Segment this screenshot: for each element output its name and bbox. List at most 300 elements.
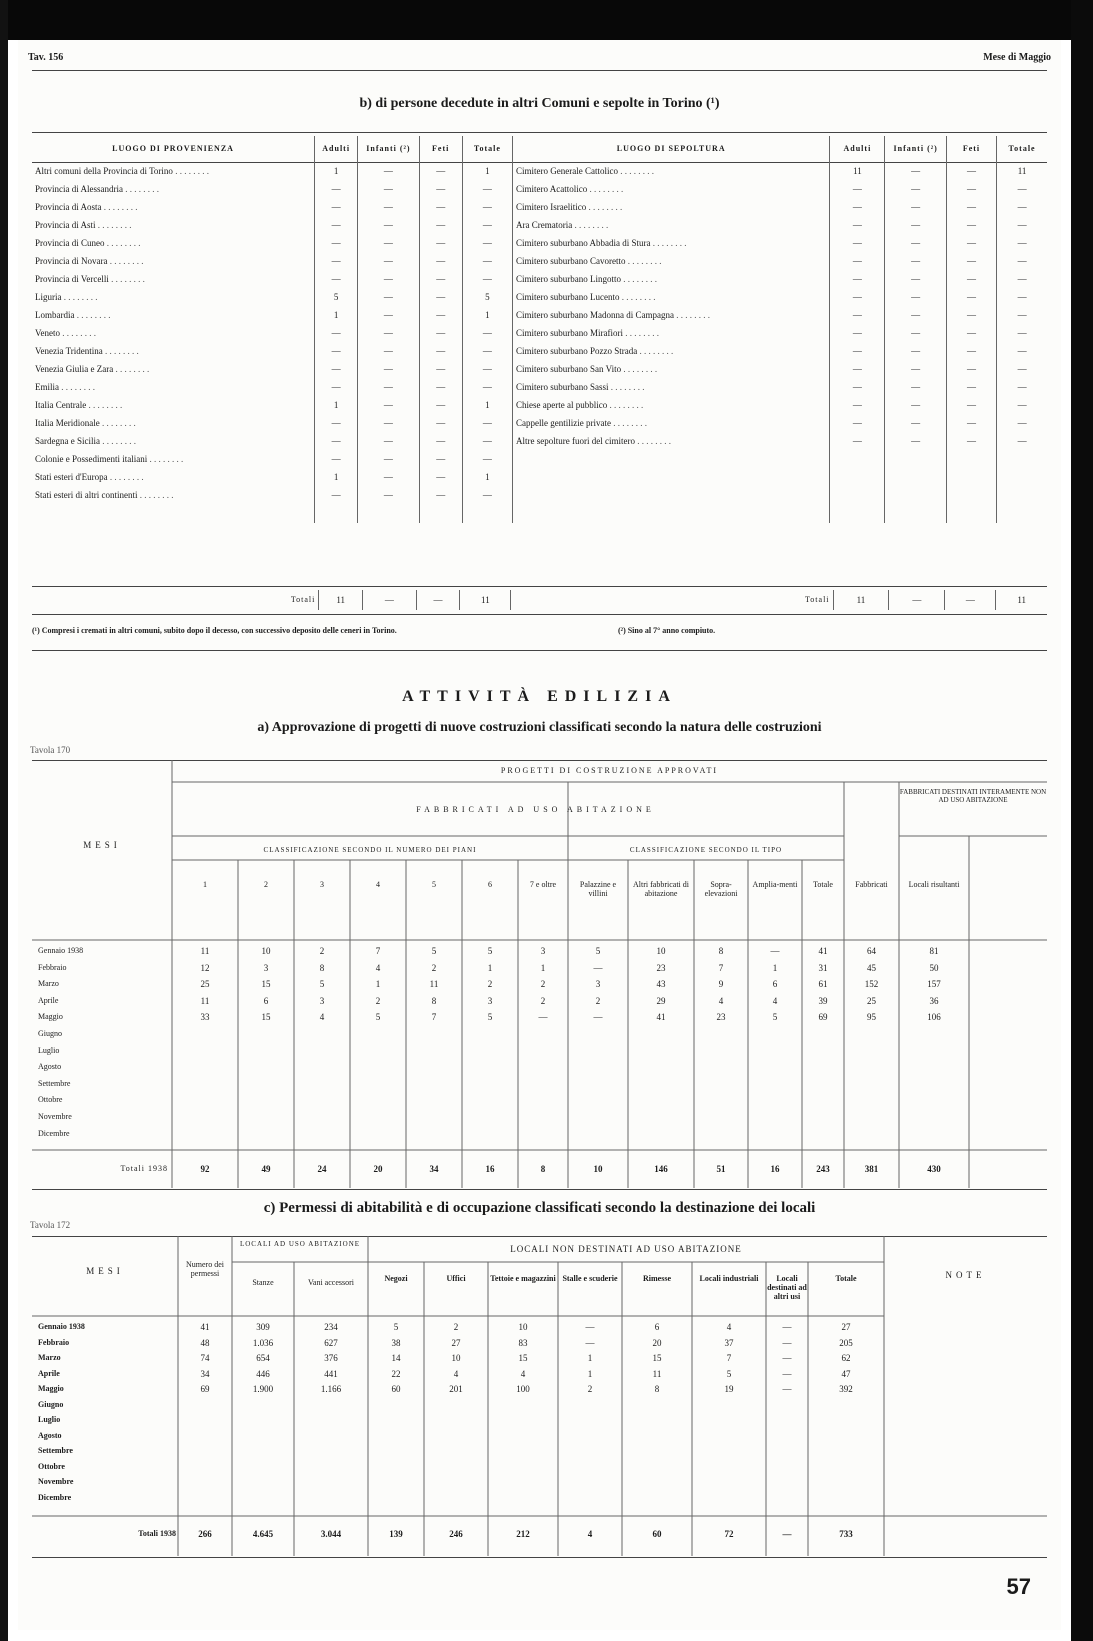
left-place-label <box>32 181 315 199</box>
footnote-1: (¹) Compresi i cremati in altri comuni, subito dopo il decesso, con successivo deposito delle ceneri in Torino. <box>32 626 397 635</box>
table-cell: 5 <box>726 1368 732 1379</box>
fabbricati-abitazione-header: FABBRICATI AD USO ABITAZIONE <box>416 805 655 814</box>
left-value-a: — <box>315 361 358 379</box>
note-header: NOTE <box>945 1270 986 1280</box>
col-header: Totale <box>813 880 833 889</box>
month-label: Mese di Maggio <box>983 52 1051 63</box>
table-cell: 205 <box>839 1337 853 1348</box>
table-cell: 3 <box>319 995 325 1006</box>
table-cell: 2 <box>595 995 601 1006</box>
right-value-t: — <box>1017 274 1027 284</box>
table-cell: 2 <box>540 995 546 1006</box>
place-name: Provincia di Aosta <box>35 202 102 212</box>
col-header: 7 e oltre <box>529 880 557 889</box>
table-cell: 1 <box>375 979 381 990</box>
table-cell: 201 <box>449 1384 463 1394</box>
left-value-a: — <box>315 217 358 235</box>
right-value-f: — <box>946 253 996 271</box>
scan-border-right <box>1071 0 1093 1641</box>
table-number: Tav. 156 <box>28 52 64 63</box>
leader-dots: . . . . . . . . <box>107 256 144 266</box>
table-cell: 9 <box>718 979 724 990</box>
total-cell: 20 <box>373 1164 383 1174</box>
right-value-t: — <box>1017 292 1027 302</box>
left-value-t: 1 <box>462 469 512 487</box>
table-cell: 36 <box>929 995 939 1006</box>
left-value-i: — <box>358 162 419 181</box>
table-cell: 376 <box>324 1353 338 1363</box>
leader-dots: . . . . . . . . <box>172 166 209 176</box>
left-value-a: 1 <box>315 469 358 487</box>
place-name: Sardegna e Sicilia <box>35 436 100 446</box>
leader-dots: . . . . . . . . <box>60 328 96 338</box>
col-header: Locali risultanti <box>908 880 960 889</box>
table-cell: 3 <box>263 962 269 973</box>
tavola-172: Tavola 172 <box>30 1220 71 1230</box>
right-place-label <box>513 343 830 361</box>
month-label: Ottobre <box>38 1095 63 1105</box>
right-place-label <box>513 379 830 397</box>
table-cell: — <box>593 1012 603 1023</box>
table-cell: 106 <box>927 1012 941 1023</box>
col-infanti-2: Infanti (²) <box>885 136 946 162</box>
table-cell: — <box>782 1384 792 1394</box>
place-name: Cimitero suburbano Mirafiori <box>516 328 624 338</box>
deceased-table <box>32 136 1047 523</box>
leader-dots: . . . . . . . . <box>122 184 159 194</box>
table-cell: 22 <box>391 1368 401 1379</box>
table-cell: 2 <box>375 995 381 1006</box>
left-value-f: — <box>419 433 462 451</box>
leader-dots: . . . . . . . . <box>86 400 123 410</box>
deceased-row <box>32 181 1047 199</box>
right-value-a: — <box>830 289 885 307</box>
total-cell: 8 <box>540 1164 546 1174</box>
left-value-t: — <box>462 199 512 217</box>
attivita-subtitle: a) Approvazione di progetti di nuove costruzioni classificati secondo la natura delle costruzioni <box>257 720 822 735</box>
right-value-f: — <box>946 199 996 217</box>
col-header: Tettoie e magazzini <box>490 1274 556 1283</box>
col-header: Locali industriali <box>699 1274 759 1283</box>
left-value-a: — <box>315 235 358 253</box>
left-value-f: — <box>419 253 462 271</box>
total-cell: 146 <box>654 1164 668 1174</box>
right-place-label <box>513 271 830 289</box>
empty-cell <box>997 469 1047 487</box>
place-name: Cimitero suburbano Lingotto <box>516 274 622 284</box>
left-value-i: — <box>358 433 419 451</box>
totals-label: Totali 1938 <box>120 1164 168 1173</box>
table-cell: 654 <box>256 1353 270 1363</box>
left-value-i: — <box>358 361 419 379</box>
table-cell: 5 <box>487 946 493 956</box>
table-cell: 23 <box>656 962 666 973</box>
right-value-a: — <box>830 271 885 289</box>
total-totale-2: 11 <box>1017 594 1027 605</box>
col-header: Stalle e scuderie <box>562 1274 618 1283</box>
place-name: Cimitero Generale Cattolico <box>516 166 618 176</box>
total-cell: 72 <box>724 1529 734 1539</box>
left-value-a: — <box>315 487 358 505</box>
month-label: Aprile <box>38 995 59 1005</box>
left-value-a: 5 <box>315 289 358 307</box>
deceased-row <box>32 217 1047 235</box>
deceased-row <box>32 199 1047 217</box>
table-cell: 7 <box>718 962 724 973</box>
right-value-f: — <box>946 162 996 181</box>
leader-dots: . . . . . . . . <box>147 454 184 464</box>
table-cell: 41 <box>656 1012 666 1023</box>
place-name: Cimitero suburbano Sassi <box>516 382 609 392</box>
left-value-i: — <box>358 451 419 469</box>
total-infanti-2: — <box>889 590 945 610</box>
right-value-a: — <box>830 235 885 253</box>
right-place-label <box>513 325 830 343</box>
right-value-a: — <box>830 217 885 235</box>
right-value-i: — <box>885 235 946 253</box>
deceased-row <box>32 379 1047 397</box>
month-label: Luglio <box>38 1045 60 1055</box>
table-cell: 1.900 <box>252 1384 274 1394</box>
deceased-row <box>32 487 1047 505</box>
leader-dots: . . . . . . . . <box>621 274 658 284</box>
left-value-i: — <box>358 235 419 253</box>
table-cell: 1 <box>772 962 778 973</box>
totals-row <box>32 590 1047 610</box>
table-cell: 100 <box>516 1384 530 1394</box>
table-cell: 4 <box>726 1322 732 1332</box>
right-value-t: — <box>1017 238 1027 248</box>
left-value-t: — <box>462 379 512 397</box>
deceased-row <box>32 451 1047 469</box>
table-cell: 48 <box>200 1337 210 1348</box>
month-label: Dicembre <box>38 1492 72 1502</box>
table-cell: 3 <box>540 946 546 956</box>
place-name: Stati esteri di altri continenti <box>35 490 138 500</box>
left-value-t: — <box>462 271 512 289</box>
table-cell: 8 <box>319 962 325 973</box>
place-name: Lombardia <box>35 310 75 320</box>
leader-dots: . . . . . . . . <box>108 274 145 284</box>
place-name: Provincia di Novara <box>35 256 108 266</box>
total-cell: 4 <box>587 1529 593 1539</box>
col-header: Totale <box>835 1274 857 1283</box>
right-value-t: — <box>1017 382 1027 392</box>
leader-dots: . . . . . . . . <box>99 436 136 446</box>
left-value-t: — <box>462 361 512 379</box>
deceased-row <box>32 361 1047 379</box>
table-cell: — <box>585 1337 595 1348</box>
table-cell: 29 <box>656 995 666 1006</box>
table-cell: 27 <box>841 1322 851 1332</box>
col-header: 1 <box>203 880 207 889</box>
table-cell: 15 <box>518 1353 528 1363</box>
table-cell: 69 <box>200 1384 210 1394</box>
col-header: Amplia-menti <box>752 880 798 889</box>
place-name: Venezia Giulia e Zara <box>35 364 114 374</box>
table-cell: 4 <box>319 1012 325 1023</box>
place-name: Altri comuni della Provincia di Torino <box>35 166 173 176</box>
right-value-i: — <box>885 361 946 379</box>
left-value-f: — <box>419 325 462 343</box>
total-infanti: — <box>363 590 416 610</box>
place-name: Emilia <box>35 382 59 392</box>
left-value-t: — <box>462 415 512 433</box>
place-name: Cimitero suburbano Madonna di Campagna <box>516 310 675 320</box>
place-name: Cimitero suburbano San Vito <box>516 364 622 374</box>
empty-cell <box>513 469 830 487</box>
left-place-label <box>32 217 315 235</box>
col-infanti: Infanti (²) <box>358 136 419 162</box>
col-sepoltura: LUOGO DI SEPOLTURA <box>513 136 830 162</box>
right-value-i: — <box>885 397 946 415</box>
col-header: Altri fabbricati di abitazione <box>633 880 689 899</box>
table-cell: 5 <box>319 979 325 990</box>
right-value-t: — <box>1017 220 1027 230</box>
table-cell: 2 <box>319 946 325 956</box>
place-name: Cimitero suburbano Lucento <box>516 292 620 302</box>
table-cell: 5 <box>772 1012 778 1023</box>
col-feti-2: Feti <box>946 136 996 162</box>
right-value-a: — <box>830 199 885 217</box>
right-value-a: — <box>830 361 885 379</box>
leader-dots: . . . . . . . . <box>607 400 644 410</box>
table-a-gridlines <box>32 760 1047 1188</box>
empty-cell <box>885 469 946 487</box>
month-label: Dicembre <box>38 1128 70 1138</box>
deceased-row <box>32 162 1047 181</box>
empty-cell <box>946 505 996 523</box>
table-cell: — <box>770 946 780 956</box>
scan-border-top <box>0 0 1093 40</box>
left-value-a: — <box>315 379 358 397</box>
left-place-label <box>32 451 315 469</box>
right-value-i: — <box>885 181 946 199</box>
month-label: Agosto <box>38 1062 62 1072</box>
left-value-a: — <box>315 271 358 289</box>
table-cell: — <box>782 1353 792 1363</box>
left-value-i: — <box>358 181 419 199</box>
empty-cell <box>830 487 885 505</box>
leader-dots: . . . . . . . . <box>650 238 687 248</box>
total-cell: 266 <box>198 1529 212 1539</box>
table-cell: 60 <box>391 1384 401 1394</box>
total-cell: 60 <box>652 1529 662 1539</box>
place-name: Veneto <box>35 328 60 338</box>
left-value-f: — <box>419 217 462 235</box>
table-cell: 43 <box>656 979 666 990</box>
table-cell: 1.166 <box>320 1384 342 1394</box>
leader-dots: . . . . . . . . <box>113 364 150 374</box>
left-value-t: — <box>462 487 512 505</box>
col-header: 4 <box>376 880 380 889</box>
left-value-i: — <box>358 379 419 397</box>
deceased-row <box>32 235 1047 253</box>
deceased-row <box>32 415 1047 433</box>
place-name: Colonie e Possedimenti italiani <box>35 454 148 464</box>
total-cell: 16 <box>770 1164 780 1174</box>
place-name: Italia Meridionale <box>35 418 100 428</box>
table-cell: 11 <box>429 979 439 990</box>
place-name: Provincia di Cuneo <box>35 238 105 248</box>
leader-dots: . . . . . . . . <box>99 418 136 428</box>
left-value-f: — <box>419 199 462 217</box>
col-header: 3 <box>320 880 324 889</box>
right-place-label <box>513 181 830 199</box>
right-value-f: — <box>946 289 996 307</box>
left-value-t: 1 <box>462 397 512 415</box>
tavola-170: Tavola 170 <box>30 745 71 755</box>
scan-border-left <box>0 0 8 1641</box>
leader-dots: . . . . . . . . <box>618 166 654 176</box>
month-label: Settembre <box>38 1078 71 1088</box>
left-value-t: 5 <box>462 289 512 307</box>
total-cell: — <box>782 1529 792 1539</box>
col-adulti-2: Adulti <box>830 136 885 162</box>
empty-cell <box>946 451 996 469</box>
right-value-a: — <box>830 181 885 199</box>
table-cell: 2 <box>540 979 546 990</box>
deceased-row <box>32 307 1047 325</box>
right-value-a: — <box>830 343 885 361</box>
table-cell: 10 <box>451 1353 461 1363</box>
left-place-label <box>32 199 315 217</box>
table-cell: 157 <box>927 979 941 990</box>
left-value-a: 1 <box>315 397 358 415</box>
table-cell: 4 <box>772 995 778 1006</box>
table-cell: 41 <box>200 1322 210 1332</box>
right-place-label <box>513 199 830 217</box>
leader-dots: . . . . . . . . <box>107 472 144 482</box>
table-cell: 7 <box>375 946 381 956</box>
empty-cell <box>830 469 885 487</box>
table-cell: 64 <box>867 946 876 956</box>
right-value-t: — <box>1017 400 1027 410</box>
table-cell: 5 <box>393 1322 399 1332</box>
empty-cell <box>946 487 996 505</box>
right-value-i: — <box>885 217 946 235</box>
col-header: Uffici <box>446 1274 466 1283</box>
table-cell: 45 <box>867 962 876 973</box>
table-cell: 34 <box>200 1368 210 1379</box>
total-cell: 243 <box>816 1164 830 1174</box>
total-cell: 34 <box>429 1164 439 1174</box>
col-header: Sopra-elevazioni <box>704 880 738 899</box>
table-cell: 38 <box>391 1337 401 1348</box>
total-cell: 381 <box>864 1164 879 1174</box>
leader-dots: . . . . . . . . <box>101 202 138 212</box>
empty-cell <box>885 451 946 469</box>
table-cell: 37 <box>724 1337 734 1348</box>
table-c-gridlines <box>32 1236 1047 1556</box>
right-value-i: — <box>885 343 946 361</box>
month-label: Luglio <box>38 1415 61 1424</box>
left-value-f: — <box>419 487 462 505</box>
right-value-t: — <box>1017 436 1027 446</box>
left-value-a: 1 <box>315 162 358 181</box>
total-totale: 11 <box>460 590 511 610</box>
table-cell: 74 <box>200 1353 210 1363</box>
table-cell: — <box>782 1368 792 1379</box>
leader-dots: . . . . . . . . <box>104 238 141 248</box>
table-cell: 14 <box>391 1353 401 1363</box>
table-cell: — <box>585 1322 595 1332</box>
empty-cell <box>315 505 358 523</box>
place-name: Venezia Tridentina <box>35 346 103 356</box>
leader-dots: . . . . . . . . <box>619 292 656 302</box>
left-place-label <box>32 271 315 289</box>
col-header: Fabbricati <box>855 880 888 889</box>
right-value-t: — <box>1017 202 1027 212</box>
page-number: 57 <box>1006 1574 1031 1599</box>
right-value-f: — <box>946 433 996 451</box>
leader-dots: . . . . . . . . <box>137 490 174 500</box>
empty-cell <box>513 487 830 505</box>
left-value-a: — <box>315 253 358 271</box>
section-b-totals-rule <box>32 586 1047 587</box>
table-cell: 25 <box>200 979 210 990</box>
right-value-a: — <box>830 307 885 325</box>
table-cell: 19 <box>724 1384 734 1394</box>
right-value-i: — <box>885 253 946 271</box>
totals-label: Totali 1938 <box>138 1529 176 1538</box>
left-value-i: — <box>358 415 419 433</box>
left-value-a: 1 <box>315 307 358 325</box>
left-value-t: 1 <box>462 307 512 325</box>
left-value-f: — <box>419 343 462 361</box>
table-cell: 1 <box>587 1368 593 1379</box>
left-value-t: — <box>462 433 512 451</box>
left-value-i: — <box>358 217 419 235</box>
empty-cell <box>997 505 1047 523</box>
table-cell: 10 <box>261 946 271 956</box>
left-value-a: — <box>315 415 358 433</box>
left-value-f: — <box>419 162 462 181</box>
table-cell: 6 <box>263 995 269 1006</box>
leader-dots: . . . . . . . . <box>95 220 132 230</box>
table-cell: 62 <box>841 1353 851 1363</box>
classificazione-piani-header: CLASSIFICAZIONE SECONDO IL NUMERO DEI PIANI <box>263 846 477 854</box>
total-cell: 4.645 <box>252 1529 274 1539</box>
group-header: LOCALI NON DESTINATI AD USO ABITAZIONE <box>510 1244 742 1254</box>
month-label: Maggio <box>38 1384 64 1393</box>
right-value-t: — <box>1017 364 1027 374</box>
col-totale-2: Totale <box>1008 143 1036 153</box>
left-value-i: — <box>358 325 419 343</box>
right-value-t: — <box>1017 184 1027 194</box>
left-place-label <box>32 289 315 307</box>
left-place-label <box>32 469 315 487</box>
col-header: Negozi <box>384 1274 408 1283</box>
table-cell: 2 <box>453 1322 459 1332</box>
total-adulti: 11 <box>319 590 363 610</box>
empty-cell <box>997 451 1047 469</box>
table-cell: 5 <box>375 1012 381 1023</box>
place-name: Cimitero suburbano Cavoretto <box>516 256 626 266</box>
table-cell: 83 <box>518 1337 528 1348</box>
section-b-title: b) di persone decedute in altri Comuni e sepolte in Torino (¹) <box>359 96 720 111</box>
left-value-a: — <box>315 181 358 199</box>
table-cell: 441 <box>324 1368 338 1379</box>
right-value-i: — <box>885 415 946 433</box>
table-cell: 1 <box>540 962 546 973</box>
header-rule <box>32 70 1047 71</box>
total-cell: 212 <box>516 1529 530 1539</box>
right-value-t: — <box>1017 346 1027 356</box>
total-cell: 49 <box>261 1164 271 1174</box>
left-value-t: — <box>462 325 512 343</box>
total-cell: 733 <box>839 1529 853 1539</box>
